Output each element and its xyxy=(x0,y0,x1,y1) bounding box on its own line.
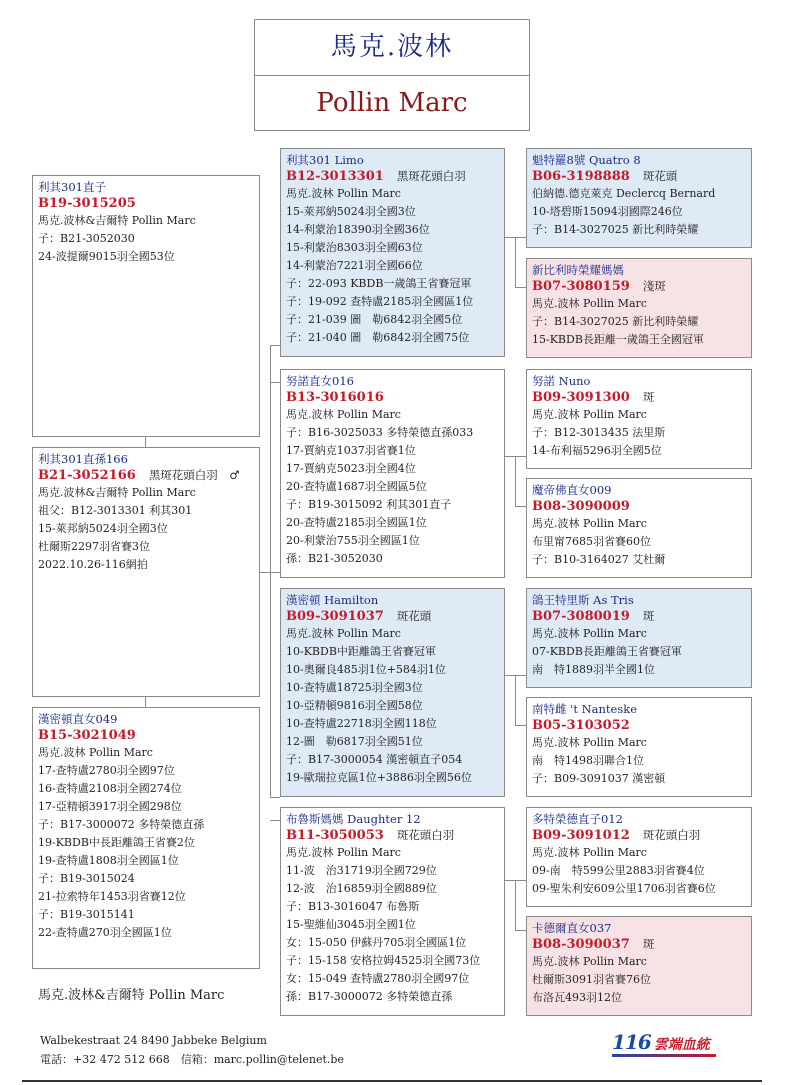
sibling-dam-line: 女：15-050 伊蘇丹705羽全國區1位 xyxy=(286,936,467,949)
sibling-dam-card xyxy=(280,807,505,1016)
grandparent-ring: B07-3080159 淺斑 xyxy=(532,279,666,294)
connector xyxy=(515,675,516,725)
logo xyxy=(612,1030,710,1056)
sibling-dam-line: 女：15-049 查特盧2780羽全國97位 xyxy=(286,972,470,985)
grandparent-card xyxy=(526,258,752,358)
subject-color: 黑斑花頭白羽 ♂ xyxy=(148,468,240,482)
grandparent-card xyxy=(526,807,752,907)
sire-name: 利其301 Limo xyxy=(286,153,364,167)
sire-line: 子：22-093 KBDB一歲鴿王省賽冠軍 xyxy=(286,277,472,290)
connector xyxy=(270,797,280,798)
sire-line: 14-利蒙治18390羽全國36位 xyxy=(286,223,430,236)
grandparent-line: 伯納德.德克萊克 Declercq Bernard xyxy=(532,187,716,200)
sire-line: 15-萊邦納5024羽全國3位 xyxy=(286,205,416,218)
grandparent-card xyxy=(526,697,752,797)
sire-line: 馬克.波林 Pollin Marc xyxy=(286,187,401,200)
subject-line: 2022.10.26-116網拍 xyxy=(38,558,148,571)
connector xyxy=(145,697,146,707)
sibling-top-line: 馬克.波林&吉爾特 Pollin Marc xyxy=(38,214,196,227)
sire-ring: B12-3013301 黑斑花頭白羽 xyxy=(286,169,466,184)
sibling-bottom-line: 16-查特盧2108羽全國274位 xyxy=(38,782,182,795)
sibling-dam-line: 孫：B17-3000072 多特榮德直孫 xyxy=(286,990,453,1003)
connector xyxy=(515,880,516,930)
sibling-bottom-line: 19-查特盧1808羽全國區1位 xyxy=(38,854,179,867)
sibling-bottom-line: 19-KBDB中長距離鴿王省賽2位 xyxy=(38,836,195,849)
sibling-bottom-line: 17-亞精頓3917羽全國298位 xyxy=(38,800,182,813)
logo-text: 雲端血統 xyxy=(653,1037,710,1053)
dam-line: 20-查特盧1687羽全國區5位 xyxy=(286,480,427,493)
grandparent-line: 布洛瓦493羽12位 xyxy=(532,991,622,1004)
connector xyxy=(515,506,526,507)
grandparent-line: 14-布利福5296羽全國5位 xyxy=(532,444,662,457)
sibling-dam-name: 布魯斯媽媽 Daughter 12 xyxy=(286,812,421,826)
sire-line: 14-利蒙治7221羽全國66位 xyxy=(286,259,423,272)
sire-line: 子：19-092 查特盧2185羽全國區1位 xyxy=(286,295,474,308)
sibling-bottom-line: 馬克.波林 Pollin Marc xyxy=(38,746,153,759)
sibling-sire-line: 10-奧爾良485羽1位+584羽1位 xyxy=(286,663,446,676)
sibling-bottom-line: 21-拉索特年1453羽省賽12位 xyxy=(38,890,186,903)
connector xyxy=(515,456,516,506)
sibling-dam-line: 12-波 治16859羽全國889位 xyxy=(286,882,437,895)
connector xyxy=(270,345,280,346)
dam-line: 孫：B21-3052030 xyxy=(286,552,383,565)
grandparent-line: 南 特1889羽半全國1位 xyxy=(532,663,655,676)
sibling-bottom-line: 子：B19-3015141 xyxy=(38,908,135,921)
grandparent-line: 馬克.波林 Pollin Marc xyxy=(532,955,647,968)
dam-line: 子：B16-3025033 多特榮德直孫033 xyxy=(286,426,474,439)
sibling-bottom-line: 子：B19-3015024 xyxy=(38,872,135,885)
sire-line: 15-利蒙治8303羽全國63位 xyxy=(286,241,423,254)
sibling-dam-ring: B11-3050053 斑花頭白羽 xyxy=(286,828,455,843)
grandparent-line: 南 特1498羽聯合1位 xyxy=(532,754,644,767)
dam-line: 17-賈納克5023羽全國4位 xyxy=(286,462,416,475)
grandparent-name: 新比利時榮耀媽媽 xyxy=(532,263,624,277)
grandparent-line: 馬克.波林 Pollin Marc xyxy=(532,517,647,530)
sibling-dam-line: 子：B13-3016047 布魯斯 xyxy=(286,900,420,913)
grandparent-line: 子：B10-3164027 艾杜爾 xyxy=(532,553,666,566)
sibling-sire-line: 10-查特盧18725羽全國3位 xyxy=(286,681,423,694)
subject-line: 馬克.波林&吉爾特 Pollin Marc xyxy=(38,486,196,499)
grandparent-line: 07-KBDB長距離鴿王省賽冠軍 xyxy=(532,645,682,658)
grandparent-ring: B09-3091012 斑花頭白羽 xyxy=(532,828,701,843)
connector xyxy=(270,382,280,383)
grandparent-line: 馬克.波林 Pollin Marc xyxy=(532,736,647,749)
sibling-sire-line: 馬克.波林 Pollin Marc xyxy=(286,627,401,640)
logo-number: 116 xyxy=(612,1030,651,1054)
sire-line: 子：21-040 圖 勒6842羽全國75位 xyxy=(286,331,470,344)
subject-line: 15-萊邦納5024羽全國3位 xyxy=(38,522,168,535)
grandparent-ring: B06-3198888 斑花頭 xyxy=(532,169,678,184)
sibling-top-line: 子：B21-3052030 xyxy=(38,232,135,245)
grandparent-name: 努諾 Nuno xyxy=(532,374,591,388)
grandparent-name: 多特榮德直子012 xyxy=(532,812,623,826)
sibling-bottom-line: 22-查特盧270羽全國區1位 xyxy=(38,926,172,939)
dam-line: 20-利蒙治755羽全國區1位 xyxy=(286,534,420,547)
sibling-bottom-name: 漢密頓直女049 xyxy=(38,712,118,726)
dam-card xyxy=(280,369,505,578)
sibling-dam-line: 15-聖維仙3045羽全國1位 xyxy=(286,918,416,931)
grandparent-card xyxy=(526,916,752,1016)
grandparent-name: 南特雌 't Nanteske xyxy=(532,702,638,716)
subject-card xyxy=(32,447,260,697)
dam-line: 20-查特盧2185羽全國區1位 xyxy=(286,516,427,529)
dam-line: 17-賈納克1037羽省賽1位 xyxy=(286,444,416,457)
grandparent-line: 子：B09-3091037 漢密頓 xyxy=(532,772,666,785)
connector xyxy=(270,820,280,821)
sire-card xyxy=(280,148,505,357)
contact-info: 電話：+32 472 512 668 信箱：marc.pollin@telenet.be xyxy=(40,1053,344,1066)
sibling-sire-name: 漢密頓 Hamilton xyxy=(286,593,379,607)
grandparent-line: 子：B12-3013435 法里斯 xyxy=(532,426,666,439)
owner-name: 馬克.波林&吉爾特 Pollin Marc xyxy=(38,988,225,1003)
sibling-top-card xyxy=(32,175,260,437)
address: Walbekestraat 24 8490 Jabbeke Belgium xyxy=(40,1034,267,1047)
subject-ring: B21-3052166 黑斑花頭白羽 ♂ xyxy=(38,468,240,483)
connector xyxy=(515,237,516,287)
sibling-top-name: 利其301直子 xyxy=(38,180,106,194)
sibling-dam-line: 11-波 治31719羽全國729位 xyxy=(286,864,437,877)
grandparent-line: 子：B14-3027025 新比利時榮耀 xyxy=(532,315,699,328)
grandparent-card xyxy=(526,478,752,578)
grandparent-line: 馬克.波林 Pollin Marc xyxy=(532,297,647,310)
grandparent-ring: B05-3103052 xyxy=(532,718,630,733)
sibling-bottom-line: 子：B17-3000072 多特榮德直孫 xyxy=(38,818,205,831)
grandparent-card xyxy=(526,369,752,469)
grandparent-line: 子：B14-3027025 新比利時榮耀 xyxy=(532,223,699,236)
grandparent-name: 魔帝佛直女009 xyxy=(532,483,612,497)
dam-name: 努諾直女016 xyxy=(286,374,354,388)
dam-ring: B13-3016016 xyxy=(286,390,384,405)
grandparent-ring: B07-3080019 斑 xyxy=(532,609,655,624)
subject-name: 利其301直孫166 xyxy=(38,452,128,466)
grandparent-line: 馬克.波林 Pollin Marc xyxy=(532,627,647,640)
sibling-dam-line: 馬克.波林 Pollin Marc xyxy=(286,846,401,859)
sibling-top-line: 24-波提爾9015羽全國53位 xyxy=(38,250,175,263)
sibling-sire-line: 10-查特盧22718羽全國118位 xyxy=(286,717,437,730)
sibling-sire-line: 19-歐瑞拉克區1位+3886羽全國56位 xyxy=(286,771,472,784)
grandparent-line: 布里甯7685羽省賽60位 xyxy=(532,535,651,548)
grandparent-line: 杜爾斯3091羽省賽76位 xyxy=(532,973,651,986)
grandparent-card xyxy=(526,588,752,688)
connector xyxy=(515,725,526,726)
grandparent-name: 卡德爾直女037 xyxy=(532,921,612,935)
grandparent-line: 09-聖朱利安609公里1706羽省賽6位 xyxy=(532,882,716,895)
connector xyxy=(270,345,271,797)
title-box xyxy=(254,19,530,131)
dam-line: 馬克.波林 Pollin Marc xyxy=(286,408,401,421)
subject-line: 杜爾斯2297羽省賽3位 xyxy=(38,540,150,553)
connector xyxy=(515,287,526,288)
grandparent-line: 10-塔碧斯15094羽國際246位 xyxy=(532,205,683,218)
sibling-sire-card xyxy=(280,588,505,797)
grandparent-card xyxy=(526,148,752,248)
sibling-bottom-card xyxy=(32,707,260,969)
connector xyxy=(145,437,146,447)
sibling-bottom-line: 17-查特盧2780羽全國97位 xyxy=(38,764,175,777)
subject-line: 祖父：B12-3013301 利其301 xyxy=(38,504,193,517)
sire-line: 子：21-039 圖 勒6842羽全國5位 xyxy=(286,313,463,326)
grandparent-ring: B08-3090009 xyxy=(532,499,630,514)
grandparent-line: 15-KBDB長距離一歲鴿王全國冠軍 xyxy=(532,333,704,346)
grandparent-ring: B08-3090037 斑 xyxy=(532,937,655,952)
sibling-sire-ring: B09-3091037 斑花頭 xyxy=(286,609,432,624)
title-chinese: 馬克.波林 xyxy=(255,20,529,76)
sibling-sire-line: 10-KBDB中距離鴿王省賽冠軍 xyxy=(286,645,436,658)
sibling-sire-line: 12-圖 勒6817羽全國51位 xyxy=(286,735,423,748)
sibling-dam-line: 子：15-158 安格拉姆4525羽全國73位 xyxy=(286,954,481,967)
grandparent-line: 馬克.波林 Pollin Marc xyxy=(532,408,647,421)
connector xyxy=(515,930,526,931)
title-english: Pollin Marc xyxy=(316,88,468,118)
grandparent-ring: B09-3091300 斑 xyxy=(532,390,655,405)
logo-underline xyxy=(612,1054,716,1057)
sibling-top-ring: B19-3015205 xyxy=(38,196,136,211)
sibling-bottom-ring: B15-3021049 xyxy=(38,728,136,743)
grandparent-line: 馬克.波林 Pollin Marc xyxy=(532,846,647,859)
grandparent-line: 09-南 特599公里2883羽省賽4位 xyxy=(532,864,705,877)
dam-line: 子：B19-3015092 利其301直子 xyxy=(286,498,452,511)
footer-divider xyxy=(22,1080,762,1082)
sibling-sire-line: 子：B17-3000054 漢密頓直子054 xyxy=(286,753,463,766)
sibling-sire-line: 10-亞精頓9816羽全國58位 xyxy=(286,699,423,712)
grandparent-name: 魁特羅8號 Quatro 8 xyxy=(532,153,641,167)
grandparent-name: 鴿王特里斯 As Tris xyxy=(532,593,634,607)
